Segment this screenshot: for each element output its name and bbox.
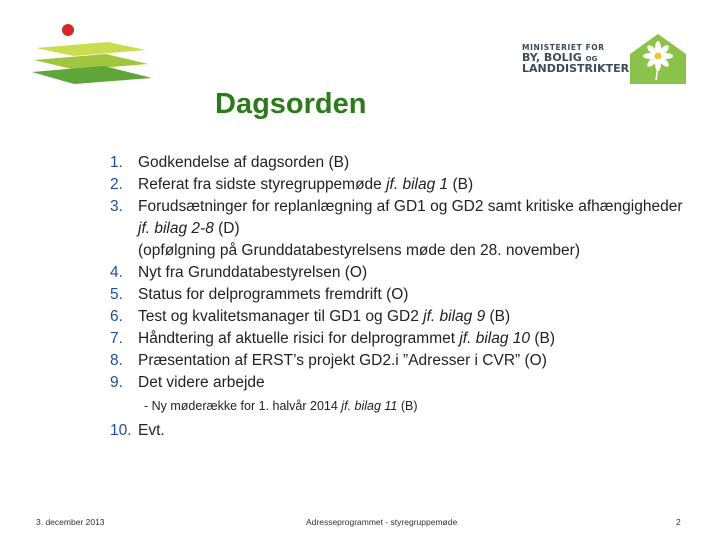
agenda-text: Det videre arbejde <box>138 374 265 391</box>
agenda-text: Nyt fra Grunddatabestyrelsen (O) <box>138 264 368 281</box>
agenda-number: 9. <box>110 374 123 391</box>
agenda-number: 4. <box>110 264 123 281</box>
agenda-item <box>110 284 690 306</box>
ministry-line3: LANDDISTRIKTER <box>522 62 630 76</box>
agenda-number: 2. <box>110 176 123 193</box>
house-flower-icon <box>630 34 686 84</box>
layered-landscape-logo <box>28 20 158 90</box>
agenda-item <box>110 328 690 350</box>
agenda-number: 7. <box>110 330 123 347</box>
agenda-item <box>110 262 690 284</box>
agenda-subitem: - Ny møderække for 1. halvår 2014 jf. bilag 11 (B) <box>144 399 418 413</box>
ministry-logo-text <box>522 44 629 75</box>
agenda-list <box>110 152 690 442</box>
ministry-line2: BY, BOLIG OG <box>522 50 598 64</box>
agenda-text: Referat fra sidste styregruppemøde jf. bilag 1 (B) <box>138 176 474 193</box>
page-number: 2 <box>676 517 681 527</box>
agenda-number: 5. <box>110 286 123 303</box>
agenda-text: Håndtering af aktuelle risici for delprogrammet jf. bilag 10 (B) <box>138 330 555 347</box>
agenda-item <box>110 152 690 174</box>
agenda-number: 1. <box>110 154 123 171</box>
agenda-number: 8. <box>110 352 123 369</box>
agenda-item <box>110 372 690 394</box>
agenda-text: Test og kvalitetsmanager til GD1 og GD2 jf. bilag 9 (B) <box>138 308 511 325</box>
footer-date: 3. december 2013 <box>36 517 105 527</box>
agenda-item <box>110 174 690 196</box>
agenda-item <box>110 420 690 442</box>
agenda-text: Præsentation af ERST’s projekt GD2.i ”Adresser i CVR” (O) <box>138 352 547 369</box>
ministry-line1: MINISTERIET FOR <box>522 43 605 52</box>
agenda-item <box>110 306 690 328</box>
agenda-number: 3. <box>110 198 123 215</box>
agenda-item <box>110 196 690 262</box>
agenda-number: 10. <box>110 422 132 439</box>
agenda-text: Evt. <box>138 422 165 439</box>
page-title: Dagsorden <box>215 88 367 120</box>
agenda-item <box>110 350 690 372</box>
agenda-text: Godkendelse af dagsorden (B) <box>138 154 350 171</box>
footer-title: Adresseprogrammet - styregruppemøde <box>306 517 458 527</box>
agenda-text: Status for delprogrammets fremdrift (O) <box>138 286 409 303</box>
agenda-text: Forudsætninger for replanlægning af GD1 og GD2 samt kritiske afhængigheder jf. bilag 2-8 (D) (opfølgning på Grunddatabestyrelsens møde den 28. november) <box>138 198 683 259</box>
agenda-number: 6. <box>110 308 123 325</box>
